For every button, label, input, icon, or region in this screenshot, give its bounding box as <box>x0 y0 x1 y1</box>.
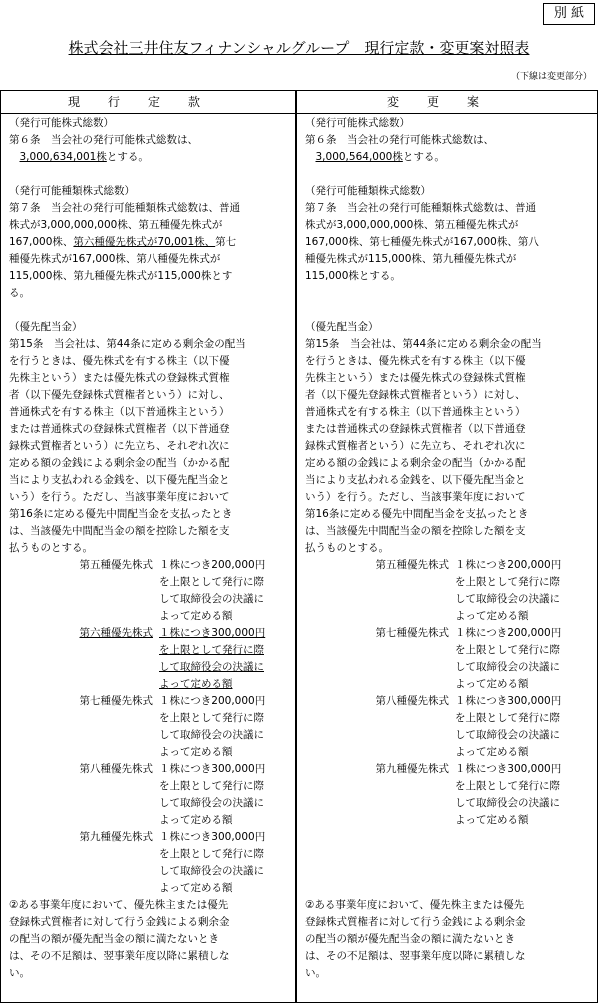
proposed-amendments-column <box>305 115 591 1002</box>
article-15-line: 録株式質権者という）に先立ち、それぞれ次に <box>9 440 230 452</box>
article-15-heading: （優先配当金） <box>9 321 83 333</box>
article-7-line: 115,000株、第九種優先株式が115,000株とす <box>9 270 233 282</box>
article-6-heading: （発行可能株式総数） <box>305 117 410 129</box>
dividend-amount: １株につき200,000円 <box>159 695 266 707</box>
article-15-line: 第16条に定める優先中間配当金を支払ったとき <box>305 508 529 520</box>
share-class-name: 第五種優先株式 <box>79 559 153 571</box>
article-7-line: 株式が3,000,000,000株、第五種優先株式が <box>9 219 223 231</box>
share-class-name: 第九種優先株式 <box>375 763 449 775</box>
dividend-description: して取締役会の決議に <box>159 797 264 809</box>
article-7-line: る。 <box>9 287 30 299</box>
dividend-description: を上限として発行に際 <box>159 780 264 792</box>
paragraph-2-line: は、その不足額は、翌事業年度以降に累積しな <box>305 950 526 962</box>
article-15-line: 当により支払われる金銭を、以下優先配当金と <box>305 474 526 486</box>
article-7-line: 種優先株式が167,000株、第八種優先株式が <box>9 253 221 265</box>
dividend-description: よって定める額 <box>455 610 529 622</box>
share-class-name: 第七種優先株式 <box>79 695 153 707</box>
dividend-schedule-entry <box>9 829 291 897</box>
dividend-amount: １株につき300,000円 <box>455 695 562 707</box>
dividend-description: して取締役会の決議に <box>455 729 560 741</box>
changed-text: 第六種優先株式が70,001株、 <box>73 236 216 248</box>
dividend-schedule-entry <box>9 693 291 761</box>
paragraph-2-line: い。 <box>9 967 30 979</box>
article-15-line: 普通株式を有する株主（以下普通株主という） <box>9 406 230 418</box>
attachment-label: 別 紙 <box>543 3 595 25</box>
dividend-description: よって定める額 <box>455 678 529 690</box>
dividend-amount: １株につき200,000円 <box>159 559 266 571</box>
article-15-line: 普通株式を有する株主（以下普通株主という） <box>305 406 526 418</box>
share-class-name: 第六種優先株式 <box>79 627 153 639</box>
dividend-amount: １株につき300,000円 <box>159 831 266 843</box>
article-15-line: いう）を行う。ただし、当該事業年度において <box>9 491 230 503</box>
comparison-table <box>0 90 598 1003</box>
dividend-description: よって定める額 <box>159 678 233 690</box>
column-divider <box>295 91 297 1002</box>
article-6-heading: （発行可能株式総数） <box>9 117 114 129</box>
share-class-name: 第七種優先株式 <box>375 627 449 639</box>
article-15-line: 定める額の金銭による剰余金の配当（かかる配 <box>305 457 526 469</box>
dividend-description: して取締役会の決議に <box>159 593 264 605</box>
share-class-name: 第九種優先株式 <box>79 831 153 843</box>
paragraph-2-line: い。 <box>305 967 326 979</box>
dividend-description: を上限として発行に際 <box>159 712 264 724</box>
dividend-amount: １株につき200,000円 <box>455 559 562 571</box>
article-15-line: 当により支払われる金銭を、以下優先配当金と <box>9 474 230 486</box>
dividend-description: を上限として発行に際 <box>455 644 560 656</box>
article-15-line: 者（以下優先登録株式質権者という）に対し、 <box>9 389 230 401</box>
article-15-line: を行うときは、優先株式を有する株主（以下優 <box>305 355 526 367</box>
article-15-line: または普通株式の登録株式質権者（以下普通登 <box>305 423 526 435</box>
article-7-line: 第７条 当会社の発行可能種類株式総数は、普通 <box>305 202 536 214</box>
article-15-line: いう）を行う。ただし、当該事業年度において <box>305 491 526 503</box>
dividend-amount: １株につき300,000円 <box>159 627 266 639</box>
article-15-line: は、当該優先中間配当金の額を控除した額を支 <box>305 525 526 537</box>
article-15-line: 第15条 当会社は、第44条に定める剰余金の配当 <box>9 338 246 350</box>
paragraph-2-line: の配当の額が優先配当金の額に満たないとき <box>9 933 219 945</box>
article-15-heading: （優先配当金） <box>305 321 379 333</box>
proposed-amendments-heading: 変更案 <box>297 91 597 114</box>
article-7-line: 株式が3,000,000,000株、第五種優先株式が <box>305 219 519 231</box>
paragraph-2-line: の配当の額が優先配当金の額に満たないとき <box>305 933 515 945</box>
dividend-schedule-entry <box>305 557 591 625</box>
changed-text: 3,000,564,000株 <box>315 151 403 163</box>
dividend-description: よって定める額 <box>159 814 233 826</box>
article-15-line: 定める額の金銭による剰余金の配当（かかる配 <box>9 457 230 469</box>
dividend-description: して取締役会の決議に <box>159 661 264 673</box>
article-6-line <box>305 149 591 166</box>
article-7-heading: （発行可能種類株式総数） <box>9 185 135 197</box>
changed-text: 3,000,634,001株 <box>19 151 107 163</box>
article-15-line: 先株主という）または優先株式の登録株式質権 <box>305 372 526 384</box>
article-6-text: とする。 <box>402 151 445 163</box>
article-15-line: 者（以下優先登録株式質権者という）に対し、 <box>305 389 526 401</box>
article-7-line <box>9 234 291 251</box>
article-7-line: 115,000株とする。 <box>305 270 401 282</box>
dividend-schedule-entry <box>305 761 591 829</box>
dividend-description: して取締役会の決議に <box>455 797 560 809</box>
article-15-line: 払うものとする。 <box>305 542 389 554</box>
current-articles-heading: 現行定款 <box>1 91 295 114</box>
dividend-schedule-entry <box>9 557 291 625</box>
dividend-amount: １株につき200,000円 <box>455 627 562 639</box>
article-15-line: 払うものとする。 <box>9 542 93 554</box>
paragraph-2-line: ②ある事業年度において、優先株主または優先 <box>9 899 229 911</box>
article-7-line: 第７条 当会社の発行可能種類株式総数は、普通 <box>9 202 240 214</box>
article-15-line: 第15条 当会社は、第44条に定める剰余金の配当 <box>305 338 542 350</box>
current-articles-column <box>9 115 291 1002</box>
dividend-amount: １株につき300,000円 <box>159 763 266 775</box>
dividend-schedule-entry <box>9 761 291 829</box>
dividend-description: よって定める額 <box>159 882 233 894</box>
share-class-name: 第五種優先株式 <box>375 559 449 571</box>
dividend-schedule-entry-deleted <box>9 625 291 693</box>
dividend-description: よって定める額 <box>455 814 529 826</box>
dividend-description: を上限として発行に際 <box>159 644 264 656</box>
article-6-text: とする。 <box>106 151 149 163</box>
article-15-line: を行うときは、優先株式を有する株主（以下優 <box>9 355 230 367</box>
share-class-name: 第八種優先株式 <box>375 695 449 707</box>
dividend-description: を上限として発行に際 <box>455 712 560 724</box>
paragraph-2-line: は、その不足額は、翌事業年度以降に累積しな <box>9 950 230 962</box>
document-title: 株式会社三井住友フィナンシャルグループ 現行定款・変更案対照表 <box>68 39 530 57</box>
article-6-line: 第６条 当会社の発行可能株式総数は、 <box>9 134 198 146</box>
paragraph-2-line: 登録株式質権者に対して行う金銭による剰余金 <box>9 916 230 928</box>
article-7-text: 第七 <box>215 236 237 248</box>
article-7-line: 種優先株式が115,000株、第九種優先株式が <box>305 253 517 265</box>
article-7-line: 167,000株、第七種優先株式が167,000株、第八 <box>305 236 539 248</box>
dividend-description: して取締役会の決議に <box>455 593 560 605</box>
dividend-description: して取締役会の決議に <box>159 729 264 741</box>
dividend-schedule-entry <box>305 625 591 693</box>
article-15-line: は、当該優先中間配当金の額を控除した額を支 <box>9 525 230 537</box>
dividend-amount: １株につき300,000円 <box>455 763 562 775</box>
dividend-schedule-entry <box>305 693 591 761</box>
dividend-description: を上限として発行に際 <box>455 576 560 588</box>
article-15-line: 先株主という）または優先株式の登録株式質権 <box>9 372 230 384</box>
article-6-line <box>9 149 291 166</box>
paragraph-2-line: 登録株式質権者に対して行う金銭による剰余金 <box>305 916 526 928</box>
dividend-description: して取締役会の決議に <box>455 661 560 673</box>
paragraph-2-line: ②ある事業年度において、優先株主または優先 <box>305 899 525 911</box>
dividend-description: を上限として発行に際 <box>159 848 264 860</box>
dividend-description: よって定める額 <box>455 746 529 758</box>
article-6-line: 第６条 当会社の発行可能株式総数は、 <box>305 134 494 146</box>
article-7-heading: （発行可能種類株式総数） <box>305 185 431 197</box>
dividend-description: よって定める額 <box>159 610 233 622</box>
dividend-description: して取締役会の決議に <box>159 865 264 877</box>
share-class-name: 第八種優先株式 <box>79 763 153 775</box>
dividend-description: を上限として発行に際 <box>455 780 560 792</box>
dividend-description: を上限として発行に際 <box>159 576 264 588</box>
article-7-text: 167,000株、 <box>9 236 74 248</box>
underline-note: （下線は変更部分） <box>510 72 592 82</box>
article-15-line: 録株式質権者という）に先立ち、それぞれ次に <box>305 440 526 452</box>
article-15-line: または普通株式の登録株式質権者（以下普通登 <box>9 423 230 435</box>
article-15-line: 第16条に定める優先中間配当金を支払ったとき <box>9 508 233 520</box>
dividend-description: よって定める額 <box>159 746 233 758</box>
